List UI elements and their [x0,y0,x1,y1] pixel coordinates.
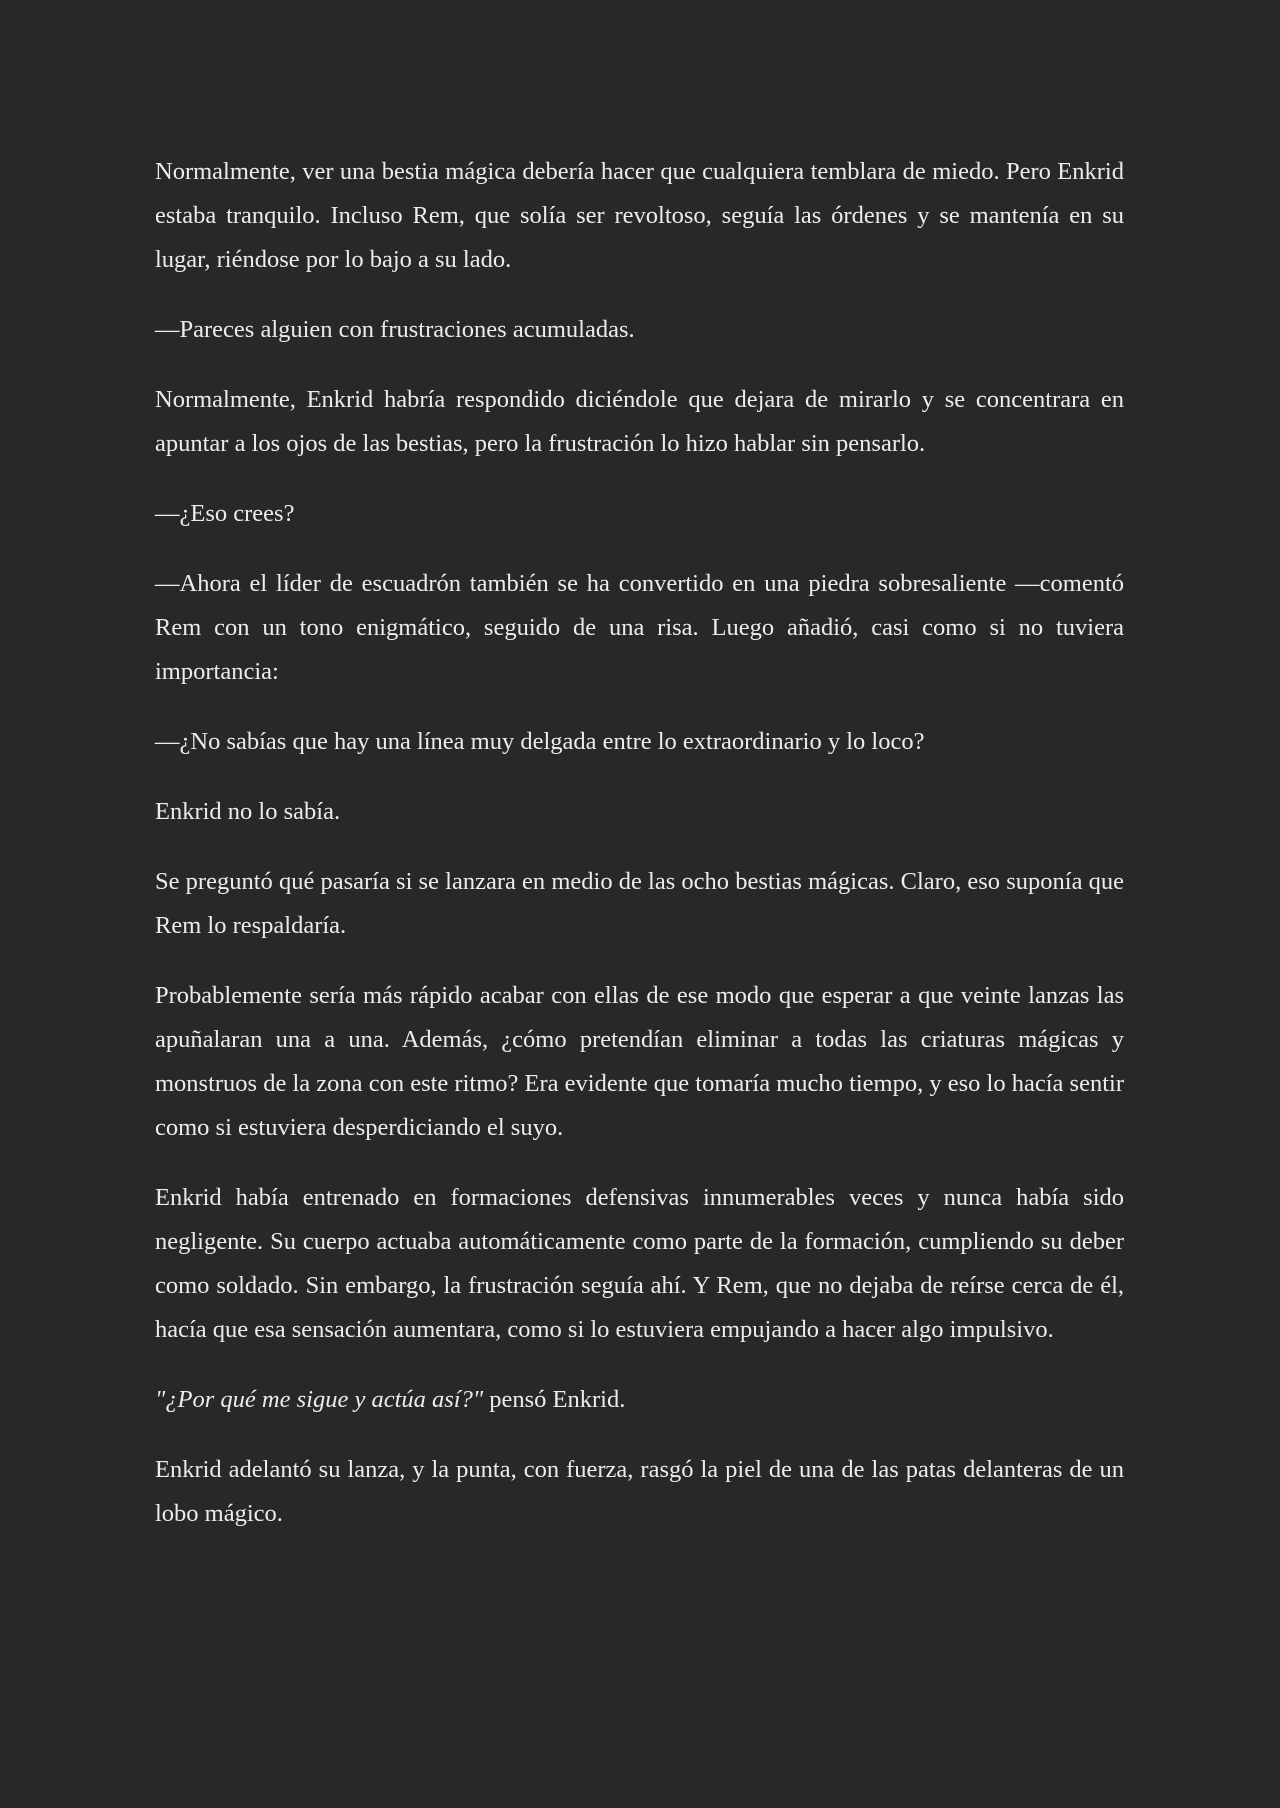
paragraph-1: Normalmente, ver una bestia mágica debería hacer que cualquiera temblara de miedo. Pero Enkrid estaba tranquilo. Incluso Rem, que solía ser revoltoso, seguía las órdenes y se mantenía en su lugar, riéndose por lo bajo a su lado. [155,158,1124,273]
paragraph-3: Normalmente, Enkrid habría respondido diciéndole que dejara de mirarlo y se concentrara en apuntar a los ojos de las bestias, pero la frustración lo hizo hablar sin pensarlo. [155,386,1124,457]
paragraph-final: Enkrid adelantó su lanza, y la punta, con fuerza, rasgó la piel de una de las patas delanteras de un lobo mágico. [155,1456,1124,1527]
paragraph-4: —¿Eso crees? [155,500,295,527]
thought-attribution: pensó Enkrid. [483,1386,626,1413]
document-page [155,150,1124,1562]
paragraph-10: Enkrid había entrenado en formaciones defensivas innumerables veces y nunca había sido negligente. Su cuerpo actuaba automáticamente como parte de la formación, cumpliendo su deber como soldado. Sin embargo, la frustración seguía ahí. Y Rem, que no dejaba de reírse cerca de él, hacía que esa sensación aumentara, como si lo estuviera empujando a hacer algo impulsivo. [155,1184,1124,1343]
paragraph-8: Se preguntó qué pasaría si se lanzara en medio de las ocho bestias mágicas. Claro, eso suponía que Rem lo respaldaría. [155,868,1124,939]
paragraph-6: —¿No sabías que hay una línea muy delgada entre lo extraordinario y lo loco? [155,728,925,755]
paragraph-7: Enkrid no lo sabía. [155,798,341,825]
paragraph-9: Probablemente sería más rápido acabar con ellas de ese modo que esperar a que veinte lanzas las apuñalaran una a una. Además, ¿cómo pretendían eliminar a todas las criaturas mágicas y monstruos de la zona con este ritmo? Era evidente que tomaría mucho tiempo, y eso lo hacía sentir como si estuviera desperdiciando el suyo. [155,982,1124,1141]
thought-italic: "¿Por qué me sigue y actúa así?" [155,1386,484,1413]
paragraph-5: —Ahora el líder de escuadrón también se ha convertido en una piedra sobresaliente —comentó Rem con un tono enigmático, seguido de una risa. Luego añadió, casi como si no tuviera importancia: [155,570,1124,685]
paragraph-2: —Pareces alguien con frustraciones acumuladas. [155,316,635,343]
thought-paragraph [155,1378,1124,1422]
